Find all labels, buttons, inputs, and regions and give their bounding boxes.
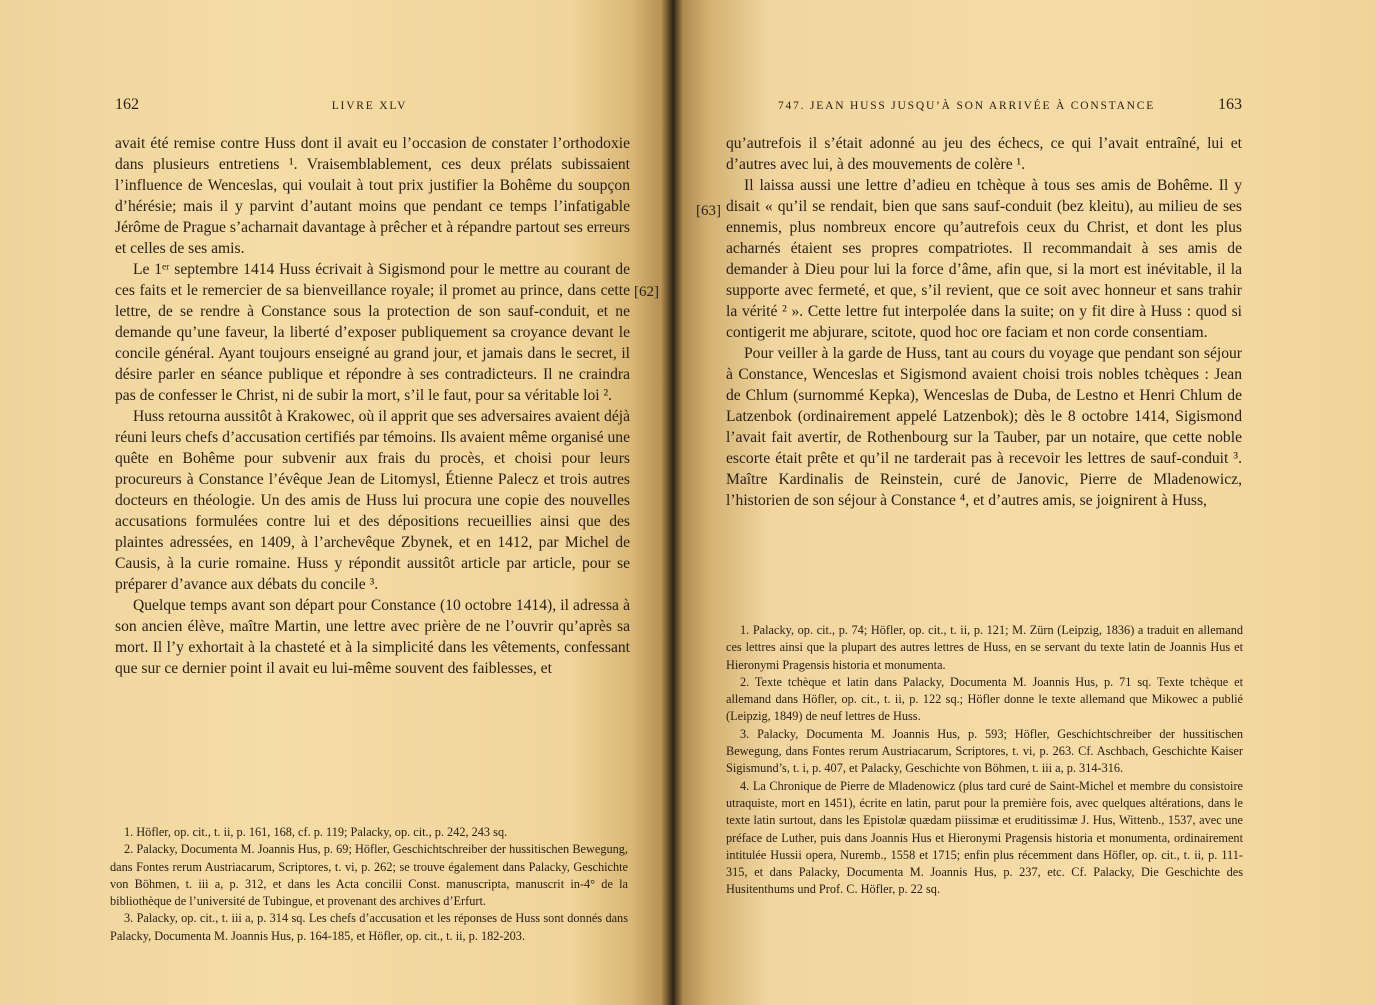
footnote: 3. Palacky, op. cit., t. iii a, p. 314 sq. Les chefs d’accusation et les réponses de Huss sont donnés dans Palacky, Documenta M. Joannis Hus, p. 164-185, et Höfler, op. cit., t. ii, p. 182-203. bbox=[110, 911, 628, 943]
footnote: 2. Texte tchèque et latin dans Palacky, Documenta M. Joannis Hus, p. 71 sq. Texte tchèque et allemand dans Höfler, op. cit., t. ii, p. 122 sq.; Höfler donne le texte allemand que Mikowec a publié (Leipzig, 1849) de neuf lettres de Huss. bbox=[726, 674, 1243, 724]
right-margin-reference: [63] bbox=[696, 203, 721, 219]
book-gutter bbox=[660, 0, 684, 1005]
left-running-head: LIVRE XLV bbox=[331, 100, 408, 112]
paragraph: Quelque temps avant son départ pour Constance (10 octobre 1414), il adressa à son ancien élève, maître Martin, une lettre avec prière de ne l’ouvrir qu’après sa mort. Il l’y exhortait à la chasteté et à la simplicité dans les vêtements, confessant que sur ce dernier point il avait eu lui-même souvent des faiblesses, et bbox=[115, 597, 630, 677]
paragraph: Il laissa aussi une lettre d’adieu en tchèque à tous ses amis de Bohême. Il y disait « qu’il se rendait, bien que sans sauf-conduit (bez kleitu), au milieu de ses ennemis, plus nombreux encore qu’autrefois ceux du Christ, et dont les plus acharnés étaient ses propres compatriotes. Il recommandait à ses amis de demander à Dieu pour lui la force d’âme, afin que, si la mort est inévitable, il la supporte avec fermeté, et que, s’il revient, que ce soit avec honneur et sans trahir la vérité ² ». Cette lettre fut interpolée dans la suite; on y fit dire à Huss : quod si contigerit me abjurare, scitote, quod hoc ore faciam et non corde consentiam. bbox=[726, 177, 1242, 341]
left-footnotes bbox=[110, 824, 628, 945]
footnote: 2. Palacky, Documenta M. Joannis Hus, p. 69; Höfler, Geschichtschreiber der hussitischen Bewegung, dans Fontes rerum Austriacarum, Scriptores, t. vi, p. 262; se trouve également dans Palacky, Geschichte von Böhmen, t. iii a, p. 312, et dans les Acta concilii Const. manuscripta, manuscrit in-4° de la bibliothèque de l’université de Tubingue, et provenant des archives d’Erfurt. bbox=[110, 842, 628, 909]
paragraph: qu’autrefois il s’était adonné au jeu des échecs, ce qui l’avait entraîné, lui et d’autres avec lui, à des mouvements de colère ¹. bbox=[726, 135, 1242, 173]
right-page-header bbox=[778, 96, 1242, 114]
left-page-header bbox=[115, 96, 630, 114]
footnote: 1. Palacky, op. cit., p. 74; Höfler, op. cit., t. ii, p. 121; M. Zürn (Leipzig, 1836) a traduit en allemand ces lettres ainsi que la plupart des autres lettres de Huss, en se servant du texte latin de Joannis Hus et Hieronymi Pragensis historia et monumenta. bbox=[726, 623, 1243, 672]
right-body-text bbox=[726, 133, 1242, 511]
paragraph: Huss retourna aussitôt à Krakowec, où il apprit que ses adversaires avaient déjà réuni leurs chefs d’accusation certifiés par témoins. Ils avaient même organisé une quête en Bohême pour subvenir aux frais du procès, et choisi pour leurs procureurs à Constance l’évêque Jean de Litomysl, Étienne Palecz et trois autres docteurs en théologie. Un des amis de Huss lui procura une copie des nouvelles accusations formulées contre lui et des dépositions recueillies ainsi que des plaintes adressées, en 1409, à l’archevêque Zbynek, et en 1412, par Michel de Causis, à la curie romaine. Huss y répondit aussitôt article par article, pour se préparer d’avance aux débats du concile ³. bbox=[115, 408, 630, 593]
paragraph: Pour veiller à la garde de Huss, tant au cours du voyage que pendant son séjour à Constance, Wenceslas et Sigismond avaient choisi trois nobles tchèques : Jean de Chlum (surnommé Kepka), Wenceslas de Duba, de Lestno et Henri Chlum de Latzenbok (ordinairement appelé Latzenbok); dès le 8 octobre 1414, Sigismond l’avait fait avertir, de Rothenbourg sur la Tauber, par un notaire, que cette noble escorte était prête et qu’il ne tarderait pas à recevoir les lettres de sauf-conduit ³. Maître Kardinalis de Reinstein, curé de Janovic, Pierre de Mladenowicz, l’historien de son séjour à Constance ⁴, et d’autres amis, se joignirent à Huss, bbox=[726, 345, 1242, 509]
paragraph: Le 1ᵉʳ septembre 1414 Huss écrivait à Sigismond pour le mettre au courant de ces faits et le remercier de sa bienveillance royale; il promet au prince, dans cette lettre, de se rendre à Constance sous la protection de son sauf-conduit, et ne demande qu’une faveur, la liberté d’exposer publiquement sa croyance devant le concile général. Ayant toujours enseigné au grand jour, et jamais dans le secret, il désire parler en séance publique et répondre à ses contradicteurs. Il ne craindra pas de confesser le Christ, ni de subir la mort, s’il le faut, pour sa véritable loi ². bbox=[115, 261, 630, 404]
left-page bbox=[0, 0, 672, 1005]
left-margin-reference: [62] bbox=[634, 284, 659, 300]
footnote: 4. La Chronique de Pierre de Mladenowicz (plus tard curé de Saint-Michel et membre du consistoire utraquiste, mort en 1451), écrite en latin, parut pour la première fois, avec quelques altérations, dans le texte latin surtout, dans les Epistolæ quædam piissimæ et eruditissimæ J. Hus, Wittenb., 1537, avec une préface de Luther, puis dans Joannis Hus et Hieronymi Pragensis historia et monumenta, ordinairement intitulée Hussii opera, Nuremb., 1558 et 1715; enfin plus récemment dans Höfler, op. cit., t. ii, p. 111-315, et dans Palacky, Documenta M. Joannis Hus, p. 237, etc. Cf. Palacky, Die Geschichte des Husitenthums und Prof. C. Höfler, p. 22 sq. bbox=[726, 778, 1243, 897]
footnote: 1. Höfler, op. cit., t. ii, p. 161, 168, cf. p. 119; Palacky, op. cit., p. 242, 243 sq. bbox=[124, 825, 508, 839]
right-running-head: 747. JEAN HUSS JUSQU’À SON ARRIVÉE À CONSTANCE bbox=[778, 100, 1156, 112]
paragraph: avait été remise contre Huss dont il avait eu l’occasion de constater l’orthodoxie dans plusieurs entretiens ¹. Vraisemblablement, ces deux prélats subissaient l’influence de Wenceslas, qui voulait à tout prix justifier la Bohême du soupçon d’hérésie; mais il y parvint d’autant moins que pendant ce temps l’infatigable Jérôme de Prague s’acharnait davantage à prêcher et à répandre partout ses erreurs et celles de ses amis. bbox=[115, 135, 630, 257]
right-page-number: 163 bbox=[1218, 96, 1242, 113]
right-footnotes bbox=[726, 622, 1243, 899]
left-body-text bbox=[115, 133, 630, 679]
left-page-number: 162 bbox=[115, 96, 139, 113]
footnote: 3. Palacky, Documenta M. Joannis Hus, p. 593; Höfler, Geschichtschreiber der hussitischen Bewegung, dans Fontes rerum Austriacarum, Scriptores, t. vi, p. 263. Cf. Aschbach, Geschichte Kaiser Sigismund’s, t. i, p. 407, et Palacky, Geschichte von Böhmen, t. iii a, p. 314-316. bbox=[726, 726, 1243, 776]
